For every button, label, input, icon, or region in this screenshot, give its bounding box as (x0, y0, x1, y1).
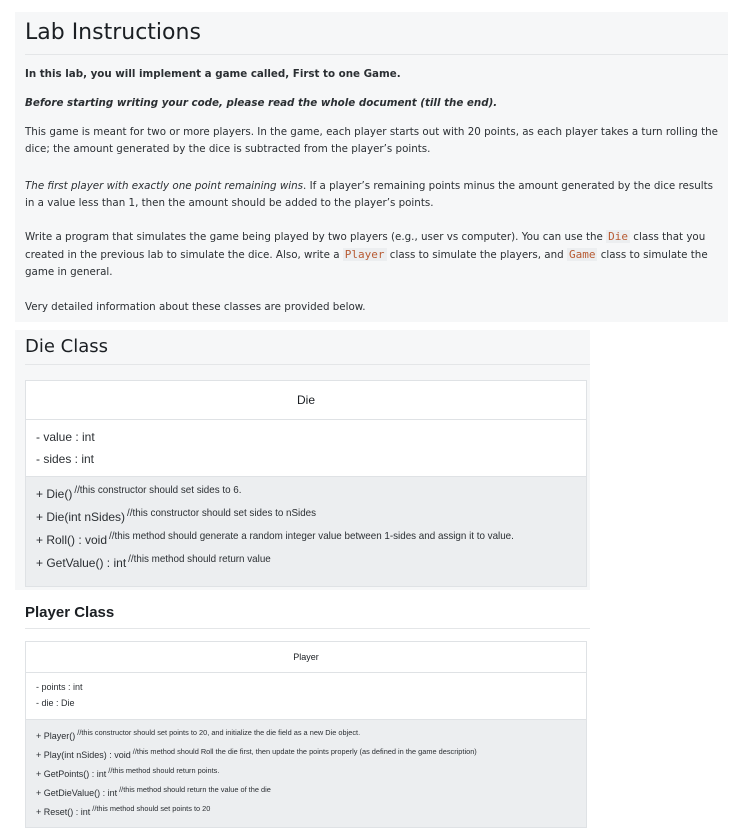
code-player: Player (344, 248, 385, 261)
write-text-2: class that you created in the previous lab to simulate the dice. Also, write a (25, 231, 706, 261)
rules-paragraph-1: This game is meant for two or more players. In the game, each player starts out with 20 points, as each player takes a turn rolling the dice; the amount generated by the dice is subtracted from the player’s points. (25, 126, 718, 155)
die-method-roll: + Roll() : void $^{//this method should generate a random integer value between 1-sides and assign it to value.}$ (36, 531, 514, 547)
die-uml-attributes (26, 420, 586, 477)
player-uml-methods (26, 720, 586, 827)
intro-text: In this lab, you will implement a game called, First to one Game. (25, 68, 401, 80)
die-method-ctor: + Die() $^{//this constructor should set sides to 6.}$ (36, 485, 242, 501)
player-method-ctor: + Player() $^{//this constructor should set points to 20, and initialize the die field as a new Die object.}$ (36, 728, 361, 741)
die-uml-methods (26, 477, 586, 586)
player-method-reset: + Reset() : int $^{//this method should set points to 20}$ (36, 804, 211, 817)
write-text-4: class to simulate the game in general. (25, 249, 708, 278)
die-method-ctor-nsides: + Die(int nSides) $^{//this constructor should set sides to nSides}$ (36, 508, 317, 524)
rules-italic-text: The first player with exactly one point remaining wins (25, 180, 304, 192)
player-method-getpoints: + GetPoints() : int $^{//this method should return points.}$ (36, 766, 220, 779)
page-title: Lab Instructions (25, 20, 201, 45)
note-text: Before starting writing your code, please read the whole document (till the end). (25, 97, 498, 109)
rules-rest-text: . If a player’s remaining points minus the amount generated by the dice results in a value less than 1, then the amount should be added to the player’s points. (25, 180, 714, 209)
player-attr-points: - points : int (36, 682, 83, 692)
intro-paragraph (25, 66, 725, 83)
player-method-play: + Play(int nSides) : void $^{//this method should Roll the die first, then update the points properly (as defined in the game description)}$ (36, 747, 477, 760)
code-game: Game (568, 248, 596, 261)
rules-paragraph-2 (25, 178, 725, 212)
die-class-section (15, 330, 590, 590)
write-paragraph (25, 228, 725, 281)
player-attr-die: - die : Die (36, 698, 75, 708)
player-uml-attributes (26, 673, 586, 720)
player-uml-name: Player (26, 642, 586, 673)
die-uml-diagram (25, 380, 587, 587)
player-class-heading: Player Class (25, 604, 115, 621)
title-divider (25, 54, 728, 55)
die-uml-name: Die (26, 381, 586, 420)
code-die: Die (608, 230, 629, 243)
player-class-section (15, 598, 590, 830)
die-class-heading: Die Class (25, 336, 109, 357)
die-attr-sides: - sides : int (36, 452, 95, 466)
write-text-1: Write a program that simulates the game being played by two players (e.g., user vs computer). You can use the (25, 231, 607, 243)
lab-instructions-section (15, 12, 728, 322)
detail-paragraph: Very detailed information about these classes are provided below. (25, 301, 366, 313)
die-attr-value: - value : int (36, 430, 95, 444)
write-text-3: class to simulate the players, and (386, 249, 567, 261)
die-method-getvalue: + GetValue() : int $^{//this method should return value}$ (36, 554, 271, 570)
die-heading-divider (25, 364, 590, 365)
player-heading-divider (25, 628, 590, 629)
player-uml-diagram (25, 641, 587, 828)
note-paragraph (25, 95, 725, 112)
player-method-getdievalue: + GetDieValue() : int $^{//this method should return the value of the die}$ (36, 785, 271, 798)
